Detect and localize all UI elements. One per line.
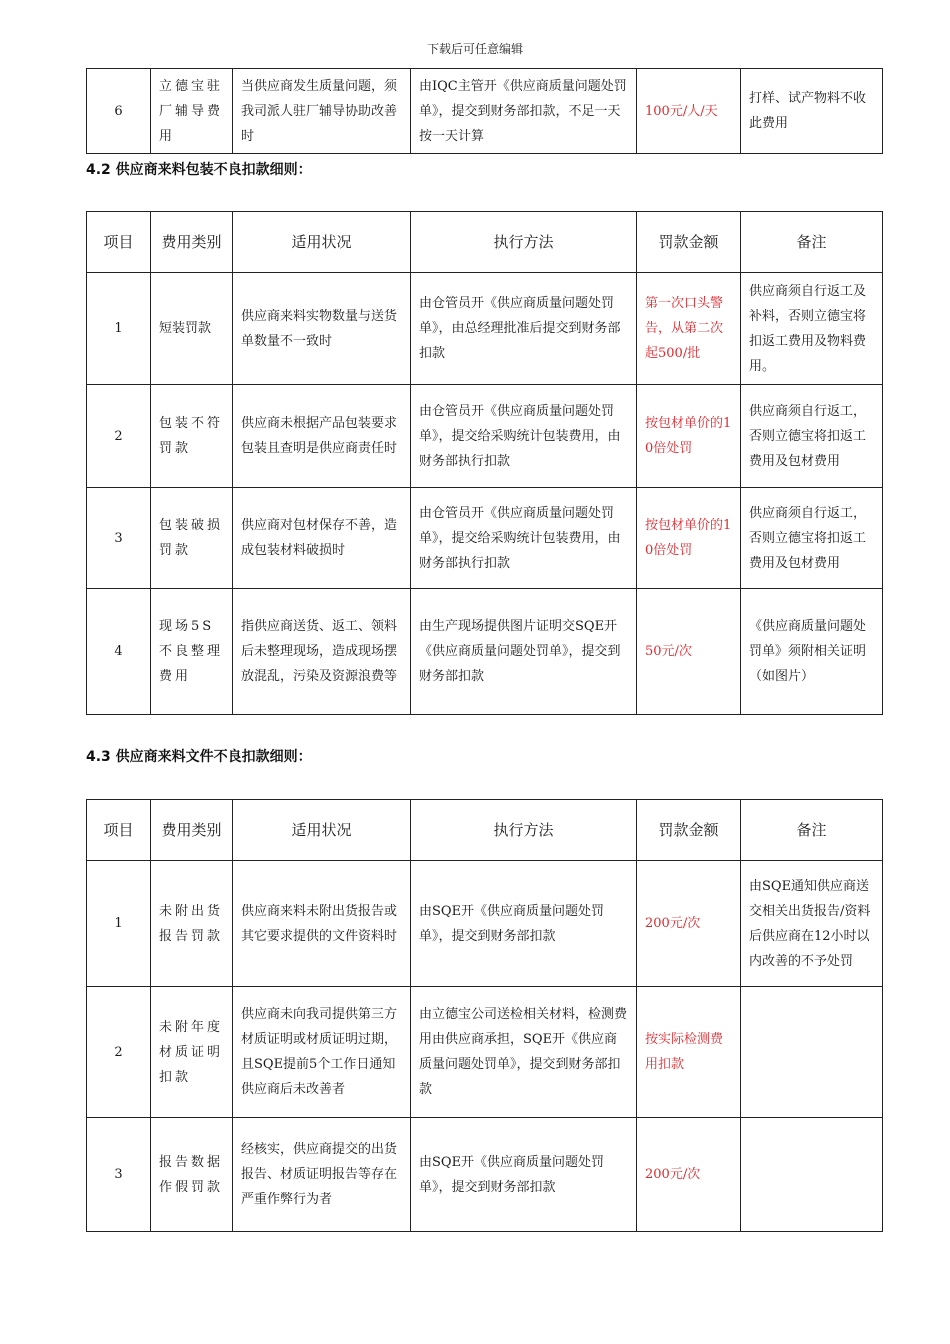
table-header-row [87,800,883,861]
remark [741,1118,883,1232]
execution-method: 由仓管员开《供应商质量问题处罚单》，由总经理批准后提交到财务部扣款 [411,273,637,385]
section-title-4-3: 4.3 供应商来料文件不良扣款细则： [86,749,312,765]
document-penalty-table [86,799,883,1232]
table-row [87,385,883,488]
page-header: 下载后可任意编辑 [426,42,523,56]
applicable-situation: 当供应商发生质量问题，须我司派人驻厂辅导协助改善时 [233,69,411,154]
section-title-4-2: 4.2 供应商来料包装不良扣款细则： [86,162,312,178]
column-header: 费用类别 [151,800,233,861]
row-number: 3 [87,488,151,589]
table-row [87,1118,883,1232]
execution-method: 由生产现场提供图片证明交SQE开《供应商质量问题处罚单》，提交到财务部扣款 [411,589,637,715]
column-header: 备注 [741,800,883,861]
column-header: 项目 [87,212,151,273]
row-number: 2 [87,987,151,1118]
penalty-amount: 按包材单价的10倍处罚 [637,385,741,488]
fee-category: 包装不符罚款 [151,385,233,488]
execution-method: 由IQC主管开《供应商质量问题处罚单》，提交到财务部扣款，不足一天按一天计算 [411,69,637,154]
column-header: 项目 [87,800,151,861]
table-row [87,69,883,154]
row-number: 1 [87,861,151,987]
table-row [87,861,883,987]
applicable-situation: 供应商来料未附出货报告或其它要求提供的文件资料时 [233,861,411,987]
column-header: 备注 [741,212,883,273]
applicable-situation: 经核实，供应商提交的出货报告、材质证明报告等存在严重作弊行为者 [233,1118,411,1232]
column-header: 执行方法 [411,212,637,273]
remark: 供应商须自行返工及补料，否则立德宝将扣返工费用及物料费用。 [741,273,883,385]
fee-category: 立德宝驻厂辅导费用 [151,69,233,154]
table-row [87,273,883,385]
remark: 供应商须自行返工，否则立德宝将扣返工费用及包材费用 [741,385,883,488]
fee-category: 短装罚款 [151,273,233,385]
penalty-amount: 50元/次 [637,589,741,715]
fee-category: 包装破损罚款 [151,488,233,589]
execution-method: 由立德宝公司送检相关材料，检测费用由供应商承担，SQE开《供应商质量问题处罚单》，提交到财务部扣款 [411,987,637,1118]
column-header: 费用类别 [151,212,233,273]
penalty-amount: 100元/人/天 [637,69,741,154]
penalty-amount: 200元/次 [637,1118,741,1232]
table-row [87,488,883,589]
penalty-amount: 200元/次 [637,861,741,987]
row-number: 2 [87,385,151,488]
fee-category: 未附出货报告罚款 [151,861,233,987]
table-row [87,987,883,1118]
table-header-row [87,212,883,273]
applicable-situation: 供应商来料实物数量与送货单数量不一致时 [233,273,411,385]
row-number: 6 [87,69,151,154]
remark: 由SQE通知供应商送交相关出货报告/资料后供应商在12小时以内改善的不予处罚 [741,861,883,987]
row-number: 1 [87,273,151,385]
column-header: 适用状况 [233,800,411,861]
packaging-penalty-table [86,211,883,715]
penalty-amount: 第一次口头警告，从第二次起500/批 [637,273,741,385]
remark: 《供应商质量问题处罚单》须附相关证明（如图片） [741,589,883,715]
applicable-situation: 供应商对包材保存不善，造成包装材料破损时 [233,488,411,589]
fee-category: 未附年度材质证明扣款 [151,987,233,1118]
row-number: 4 [87,589,151,715]
penalty-table-continued [86,68,883,154]
applicable-situation: 指供应商送货、返工、领料后未整理现场，造成现场摆放混乱，污染及资源浪费等 [233,589,411,715]
applicable-situation: 供应商未根据产品包装要求包装且查明是供应商责任时 [233,385,411,488]
penalty-amount: 按实际检测费用扣款 [637,987,741,1118]
execution-method: 由仓管员开《供应商质量问题处罚单》，提交给采购统计包装费用，由财务部执行扣款 [411,385,637,488]
remark: 打样、试产物料不收此费用 [741,69,883,154]
fee-category: 现场5S不良整理费用 [151,589,233,715]
row-number: 3 [87,1118,151,1232]
remark: 供应商须自行返工，否则立德宝将扣返工费用及包材费用 [741,488,883,589]
execution-method: 由SQE开《供应商质量问题处罚单》，提交到财务部扣款 [411,861,637,987]
column-header: 适用状况 [233,212,411,273]
column-header: 执行方法 [411,800,637,861]
fee-category: 报告数据作假罚款 [151,1118,233,1232]
remark [741,987,883,1118]
applicable-situation: 供应商未向我司提供第三方材质证明或材质证明过期，且SQE提前5个工作日通知供应商后未改善者 [233,987,411,1118]
table-row [87,589,883,715]
penalty-amount: 按包材单价的10倍处罚 [637,488,741,589]
column-header: 罚款金额 [637,800,741,861]
execution-method: 由仓管员开《供应商质量问题处罚单》，提交给采购统计包装费用，由财务部执行扣款 [411,488,637,589]
column-header: 罚款金额 [637,212,741,273]
execution-method: 由SQE开《供应商质量问题处罚单》，提交到财务部扣款 [411,1118,637,1232]
